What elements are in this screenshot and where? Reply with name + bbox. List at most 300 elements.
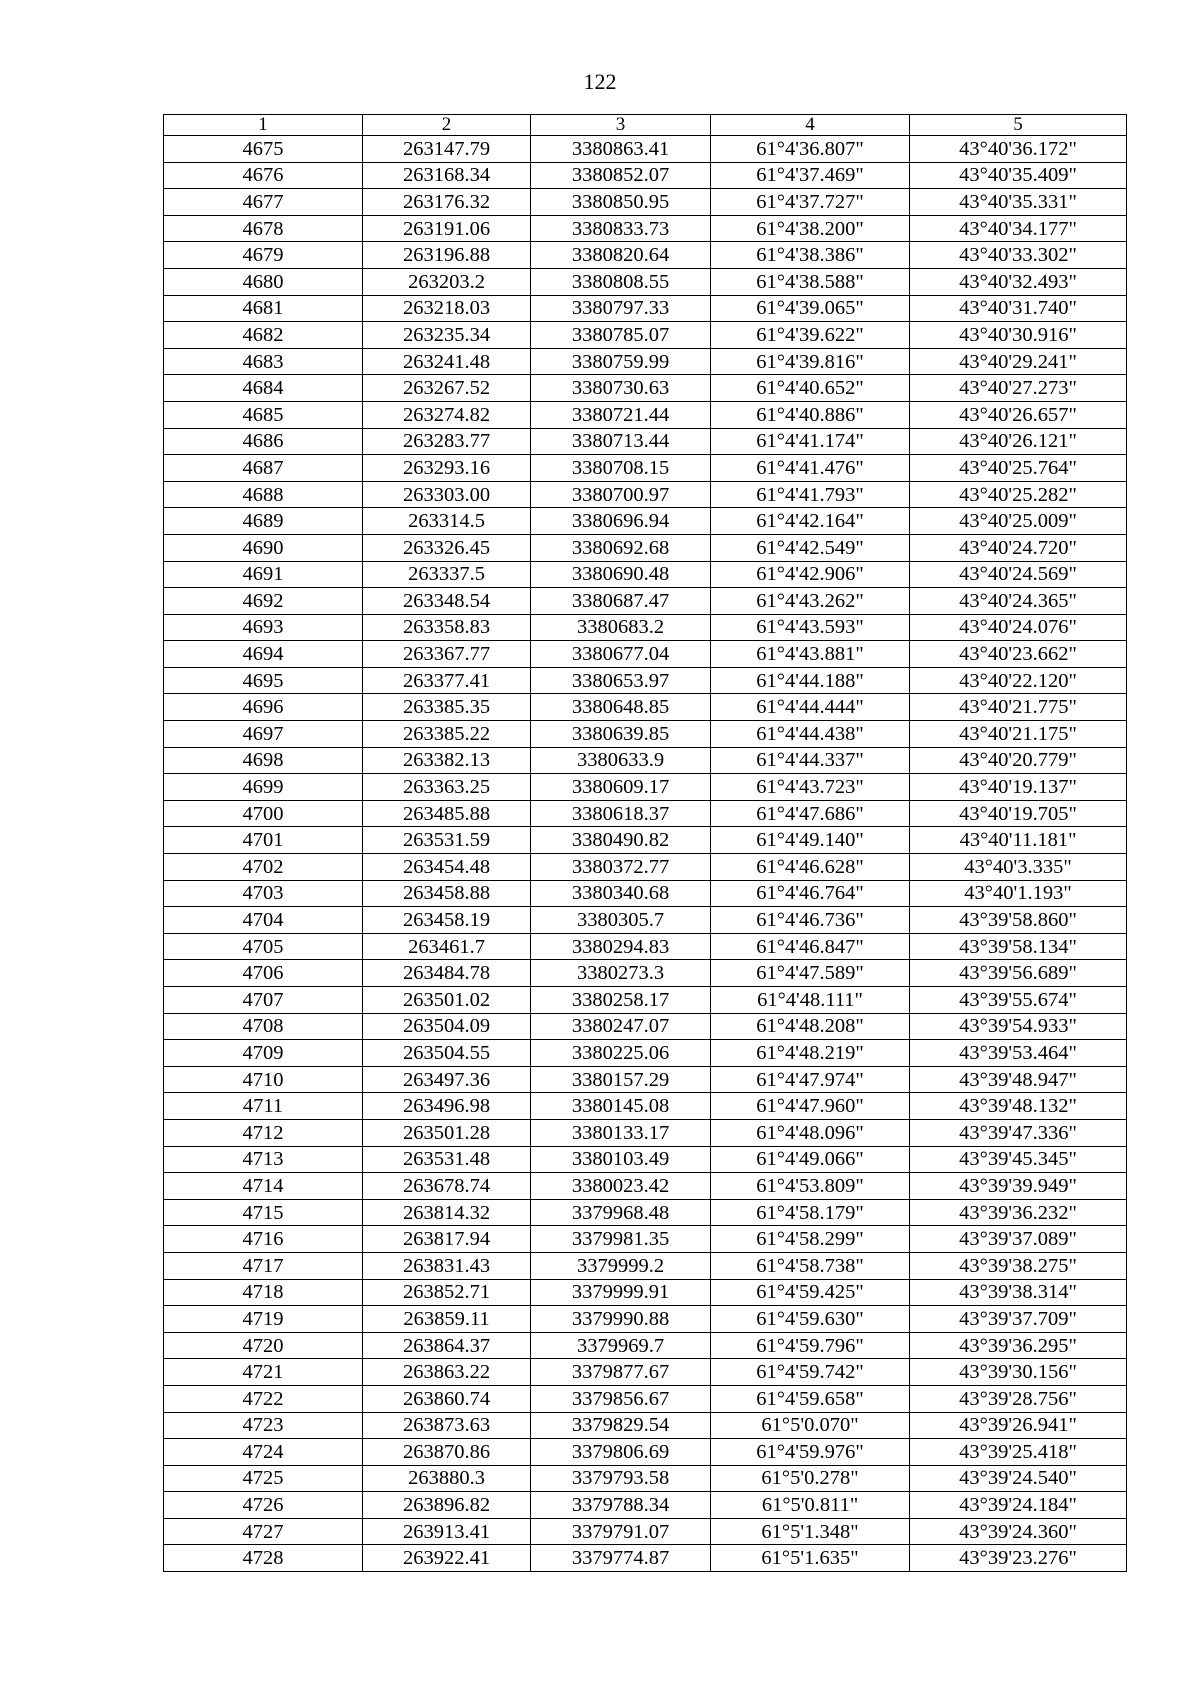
table-row [164, 268, 1127, 295]
table-row [164, 1066, 1127, 1093]
column-header-4: 4 [711, 115, 910, 136]
y-coordinate-cell: 3379806.69 [531, 1439, 711, 1466]
table-row [164, 1492, 1127, 1519]
latitude-cell: 43°39'37.709" [910, 1306, 1127, 1333]
y-coordinate-cell: 3380648.85 [531, 694, 711, 721]
table-row [164, 747, 1127, 774]
longitude-cell: 61°4'38.386" [711, 242, 910, 269]
latitude-cell: 43°39'58.860" [910, 907, 1127, 934]
x-coordinate-cell: 263501.02 [363, 987, 531, 1014]
point-number-cell: 4709 [164, 1040, 363, 1067]
x-coordinate-cell: 263814.32 [363, 1199, 531, 1226]
x-coordinate-cell: 263678.74 [363, 1173, 531, 1200]
table-row [164, 508, 1127, 535]
y-coordinate-cell: 3380677.04 [531, 641, 711, 668]
x-coordinate-cell: 263293.16 [363, 455, 531, 482]
x-coordinate-cell: 263860.74 [363, 1385, 531, 1412]
y-coordinate-cell: 3379999.2 [531, 1252, 711, 1279]
x-coordinate-cell: 263203.2 [363, 268, 531, 295]
x-coordinate-cell: 263458.19 [363, 907, 531, 934]
latitude-cell: 43°39'26.941" [910, 1412, 1127, 1439]
latitude-cell: 43°40'24.569" [910, 561, 1127, 588]
latitude-cell: 43°40'30.916" [910, 322, 1127, 349]
latitude-cell: 43°39'39.949" [910, 1173, 1127, 1200]
table-row [164, 1306, 1127, 1333]
point-number-cell: 4716 [164, 1226, 363, 1253]
y-coordinate-cell: 3380700.97 [531, 481, 711, 508]
x-coordinate-cell: 263274.82 [363, 401, 531, 428]
y-coordinate-cell: 3380023.42 [531, 1173, 711, 1200]
longitude-cell: 61°4'39.065" [711, 295, 910, 322]
y-coordinate-cell: 3380145.08 [531, 1093, 711, 1120]
table-row [164, 455, 1127, 482]
longitude-cell: 61°4'48.111" [711, 987, 910, 1014]
point-number-cell: 4691 [164, 561, 363, 588]
table-row [164, 960, 1127, 987]
longitude-cell: 61°4'47.974" [711, 1066, 910, 1093]
x-coordinate-cell: 263485.88 [363, 800, 531, 827]
point-number-cell: 4675 [164, 136, 363, 163]
longitude-cell: 61°4'48.219" [711, 1040, 910, 1067]
table-row [164, 1385, 1127, 1412]
point-number-cell: 4690 [164, 534, 363, 561]
longitude-cell: 61°4'36.807" [711, 136, 910, 163]
y-coordinate-cell: 3380692.68 [531, 534, 711, 561]
point-number-cell: 4689 [164, 508, 363, 535]
longitude-cell: 61°4'46.736" [711, 907, 910, 934]
y-coordinate-cell: 3380833.73 [531, 215, 711, 242]
point-number-cell: 4697 [164, 721, 363, 748]
longitude-cell: 61°4'44.438" [711, 721, 910, 748]
x-coordinate-cell: 263191.06 [363, 215, 531, 242]
x-coordinate-cell: 263326.45 [363, 534, 531, 561]
point-number-cell: 4710 [164, 1066, 363, 1093]
longitude-cell: 61°5'0.070" [711, 1412, 910, 1439]
x-coordinate-cell: 263458.88 [363, 880, 531, 907]
x-coordinate-cell: 263367.77 [363, 641, 531, 668]
y-coordinate-cell: 3380797.33 [531, 295, 711, 322]
point-number-cell: 4705 [164, 933, 363, 960]
table-row [164, 348, 1127, 375]
x-coordinate-cell: 263504.09 [363, 1013, 531, 1040]
table-row [164, 561, 1127, 588]
point-number-cell: 4695 [164, 667, 363, 694]
longitude-cell: 61°4'44.444" [711, 694, 910, 721]
x-coordinate-cell: 263870.86 [363, 1439, 531, 1466]
longitude-cell: 61°4'41.174" [711, 428, 910, 455]
x-coordinate-cell: 263382.13 [363, 747, 531, 774]
x-coordinate-cell: 263896.82 [363, 1492, 531, 1519]
table-row [164, 827, 1127, 854]
y-coordinate-cell: 3379793.58 [531, 1465, 711, 1492]
y-coordinate-cell: 3380490.82 [531, 827, 711, 854]
x-coordinate-cell: 263358.83 [363, 614, 531, 641]
y-coordinate-cell: 3380713.44 [531, 428, 711, 455]
longitude-cell: 61°4'58.299" [711, 1226, 910, 1253]
x-coordinate-cell: 263501.28 [363, 1119, 531, 1146]
longitude-cell: 61°4'42.164" [711, 508, 910, 535]
point-number-cell: 4680 [164, 268, 363, 295]
y-coordinate-cell: 3380721.44 [531, 401, 711, 428]
longitude-cell: 61°5'0.278" [711, 1465, 910, 1492]
x-coordinate-cell: 263863.22 [363, 1359, 531, 1386]
longitude-cell: 61°4'43.593" [711, 614, 910, 641]
table-row [164, 322, 1127, 349]
table-row [164, 428, 1127, 455]
table-row [164, 1518, 1127, 1545]
x-coordinate-cell: 263913.41 [363, 1518, 531, 1545]
y-coordinate-cell: 3380785.07 [531, 322, 711, 349]
latitude-cell: 43°39'36.295" [910, 1332, 1127, 1359]
point-number-cell: 4682 [164, 322, 363, 349]
table-row [164, 774, 1127, 801]
x-coordinate-cell: 263168.34 [363, 162, 531, 189]
point-number-cell: 4722 [164, 1385, 363, 1412]
latitude-cell: 43°40'23.662" [910, 641, 1127, 668]
y-coordinate-cell: 3380273.3 [531, 960, 711, 987]
y-coordinate-cell: 3380609.17 [531, 774, 711, 801]
longitude-cell: 61°4'47.589" [711, 960, 910, 987]
point-number-cell: 4712 [164, 1119, 363, 1146]
latitude-cell: 43°40'25.009" [910, 508, 1127, 535]
x-coordinate-cell: 263922.41 [363, 1545, 531, 1572]
y-coordinate-cell: 3380730.63 [531, 375, 711, 402]
x-coordinate-cell: 263176.32 [363, 189, 531, 216]
x-coordinate-cell: 263864.37 [363, 1332, 531, 1359]
y-coordinate-cell: 3380225.06 [531, 1040, 711, 1067]
y-coordinate-cell: 3379968.48 [531, 1199, 711, 1226]
point-number-cell: 4685 [164, 401, 363, 428]
longitude-cell: 61°4'37.727" [711, 189, 910, 216]
latitude-cell: 43°39'54.933" [910, 1013, 1127, 1040]
longitude-cell: 61°4'43.881" [711, 641, 910, 668]
y-coordinate-cell: 3379877.67 [531, 1359, 711, 1386]
point-number-cell: 4707 [164, 987, 363, 1014]
longitude-cell: 61°4'41.793" [711, 481, 910, 508]
longitude-cell: 61°4'43.262" [711, 588, 910, 615]
longitude-cell: 61°4'59.630" [711, 1306, 910, 1333]
latitude-cell: 43°39'37.089" [910, 1226, 1127, 1253]
point-number-cell: 4717 [164, 1252, 363, 1279]
latitude-cell: 43°40'24.720" [910, 534, 1127, 561]
latitude-cell: 43°39'25.418" [910, 1439, 1127, 1466]
x-coordinate-cell: 263218.03 [363, 295, 531, 322]
point-number-cell: 4724 [164, 1439, 363, 1466]
longitude-cell: 61°4'46.764" [711, 880, 910, 907]
y-coordinate-cell: 3379856.67 [531, 1385, 711, 1412]
table-row [164, 854, 1127, 881]
x-coordinate-cell: 263267.52 [363, 375, 531, 402]
y-coordinate-cell: 3380305.7 [531, 907, 711, 934]
y-coordinate-cell: 3380633.9 [531, 747, 711, 774]
column-header-5: 5 [910, 115, 1127, 136]
point-number-cell: 4692 [164, 588, 363, 615]
point-number-cell: 4719 [164, 1306, 363, 1333]
x-coordinate-cell: 263377.41 [363, 667, 531, 694]
table-row [164, 375, 1127, 402]
table-row [164, 1332, 1127, 1359]
point-number-cell: 4679 [164, 242, 363, 269]
latitude-cell: 43°39'30.156" [910, 1359, 1127, 1386]
point-number-cell: 4711 [164, 1093, 363, 1120]
table-row [164, 242, 1127, 269]
column-header-1: 1 [164, 115, 363, 136]
y-coordinate-cell: 3379791.07 [531, 1518, 711, 1545]
latitude-cell: 43°39'24.540" [910, 1465, 1127, 1492]
latitude-cell: 43°40'25.282" [910, 481, 1127, 508]
y-coordinate-cell: 3380340.68 [531, 880, 711, 907]
point-number-cell: 4681 [164, 295, 363, 322]
longitude-cell: 61°4'38.200" [711, 215, 910, 242]
y-coordinate-cell: 3380103.49 [531, 1146, 711, 1173]
point-number-cell: 4701 [164, 827, 363, 854]
latitude-cell: 43°40'11.181" [910, 827, 1127, 854]
x-coordinate-cell: 263817.94 [363, 1226, 531, 1253]
table-row [164, 1439, 1127, 1466]
y-coordinate-cell: 3379774.87 [531, 1545, 711, 1572]
x-coordinate-cell: 263859.11 [363, 1306, 531, 1333]
latitude-cell: 43°39'53.464" [910, 1040, 1127, 1067]
table-row [164, 614, 1127, 641]
x-coordinate-cell: 263147.79 [363, 136, 531, 163]
table-row [164, 1093, 1127, 1120]
table-row [164, 401, 1127, 428]
latitude-cell: 43°40'29.241" [910, 348, 1127, 375]
x-coordinate-cell: 263303.00 [363, 481, 531, 508]
y-coordinate-cell: 3379788.34 [531, 1492, 711, 1519]
table-row [164, 295, 1127, 322]
table-row [164, 1465, 1127, 1492]
table-row [164, 1173, 1127, 1200]
point-number-cell: 4676 [164, 162, 363, 189]
latitude-cell: 43°40'1.193" [910, 880, 1127, 907]
longitude-cell: 61°4'53.809" [711, 1173, 910, 1200]
latitude-cell: 43°39'24.360" [910, 1518, 1127, 1545]
latitude-cell: 43°40'31.740" [910, 295, 1127, 322]
longitude-cell: 61°4'58.738" [711, 1252, 910, 1279]
y-coordinate-cell: 3380808.55 [531, 268, 711, 295]
y-coordinate-cell: 3379981.35 [531, 1226, 711, 1253]
y-coordinate-cell: 3380618.37 [531, 800, 711, 827]
latitude-cell: 43°40'36.172" [910, 136, 1127, 163]
table-row [164, 880, 1127, 907]
x-coordinate-cell: 263348.54 [363, 588, 531, 615]
longitude-cell: 61°4'48.096" [711, 1119, 910, 1146]
table-row [164, 215, 1127, 242]
longitude-cell: 61°4'37.469" [711, 162, 910, 189]
longitude-cell: 61°4'42.906" [711, 561, 910, 588]
column-header-2: 2 [363, 115, 531, 136]
x-coordinate-cell: 263314.5 [363, 508, 531, 535]
longitude-cell: 61°4'59.742" [711, 1359, 910, 1386]
longitude-cell: 61°4'59.976" [711, 1439, 910, 1466]
latitude-cell: 43°39'56.689" [910, 960, 1127, 987]
latitude-cell: 43°39'47.336" [910, 1119, 1127, 1146]
longitude-cell: 61°5'1.635" [711, 1545, 910, 1572]
latitude-cell: 43°40'21.175" [910, 721, 1127, 748]
longitude-cell: 61°4'38.588" [711, 268, 910, 295]
table-row [164, 667, 1127, 694]
table-row [164, 1199, 1127, 1226]
point-number-cell: 4686 [164, 428, 363, 455]
table-row [164, 641, 1127, 668]
x-coordinate-cell: 263484.78 [363, 960, 531, 987]
table-body [164, 136, 1127, 1572]
longitude-cell: 61°4'48.208" [711, 1013, 910, 1040]
point-number-cell: 4678 [164, 215, 363, 242]
longitude-cell: 61°5'1.348" [711, 1518, 910, 1545]
latitude-cell: 43°40'20.779" [910, 747, 1127, 774]
point-number-cell: 4693 [164, 614, 363, 641]
latitude-cell: 43°40'22.120" [910, 667, 1127, 694]
point-number-cell: 4726 [164, 1492, 363, 1519]
x-coordinate-cell: 263235.34 [363, 322, 531, 349]
x-coordinate-cell: 263385.22 [363, 721, 531, 748]
latitude-cell: 43°40'35.409" [910, 162, 1127, 189]
latitude-cell: 43°40'27.273" [910, 375, 1127, 402]
y-coordinate-cell: 3380639.85 [531, 721, 711, 748]
longitude-cell: 61°4'39.622" [711, 322, 910, 349]
longitude-cell: 61°4'46.847" [711, 933, 910, 960]
table-row [164, 1146, 1127, 1173]
table-row [164, 481, 1127, 508]
x-coordinate-cell: 263283.77 [363, 428, 531, 455]
point-number-cell: 4699 [164, 774, 363, 801]
latitude-cell: 43°40'3.335" [910, 854, 1127, 881]
y-coordinate-cell: 3380258.17 [531, 987, 711, 1014]
point-number-cell: 4721 [164, 1359, 363, 1386]
x-coordinate-cell: 263241.48 [363, 348, 531, 375]
table-header-row [164, 115, 1127, 136]
point-number-cell: 4677 [164, 189, 363, 216]
point-number-cell: 4704 [164, 907, 363, 934]
table-row [164, 1226, 1127, 1253]
latitude-cell: 43°39'38.314" [910, 1279, 1127, 1306]
x-coordinate-cell: 263831.43 [363, 1252, 531, 1279]
table-row [164, 189, 1127, 216]
latitude-cell: 43°40'33.302" [910, 242, 1127, 269]
x-coordinate-cell: 263385.35 [363, 694, 531, 721]
longitude-cell: 61°4'59.796" [711, 1332, 910, 1359]
latitude-cell: 43°40'26.657" [910, 401, 1127, 428]
longitude-cell: 61°4'49.066" [711, 1146, 910, 1173]
table-row [164, 1252, 1127, 1279]
table-row [164, 721, 1127, 748]
y-coordinate-cell: 3380759.99 [531, 348, 711, 375]
longitude-cell: 61°4'49.140" [711, 827, 910, 854]
table-row [164, 1545, 1127, 1572]
point-number-cell: 4700 [164, 800, 363, 827]
longitude-cell: 61°4'59.658" [711, 1385, 910, 1412]
x-coordinate-cell: 263531.48 [363, 1146, 531, 1173]
x-coordinate-cell: 263852.71 [363, 1279, 531, 1306]
page-number: 122 [583, 69, 617, 94]
y-coordinate-cell: 3380653.97 [531, 667, 711, 694]
latitude-cell: 43°40'34.177" [910, 215, 1127, 242]
longitude-cell: 61°4'59.425" [711, 1279, 910, 1306]
y-coordinate-cell: 3380133.17 [531, 1119, 711, 1146]
latitude-cell: 43°40'19.137" [910, 774, 1127, 801]
latitude-cell: 43°40'26.121" [910, 428, 1127, 455]
table-row [164, 907, 1127, 934]
point-number-cell: 4725 [164, 1465, 363, 1492]
y-coordinate-cell: 3380820.64 [531, 242, 711, 269]
table-row [164, 987, 1127, 1014]
y-coordinate-cell: 3380247.07 [531, 1013, 711, 1040]
latitude-cell: 43°39'28.756" [910, 1385, 1127, 1412]
point-number-cell: 4703 [164, 880, 363, 907]
longitude-cell: 61°4'43.723" [711, 774, 910, 801]
point-number-cell: 4720 [164, 1332, 363, 1359]
table-row [164, 1279, 1127, 1306]
point-number-cell: 4715 [164, 1199, 363, 1226]
latitude-cell: 43°39'38.275" [910, 1252, 1127, 1279]
y-coordinate-cell: 3379990.88 [531, 1306, 711, 1333]
point-number-cell: 4718 [164, 1279, 363, 1306]
table-row [164, 136, 1127, 163]
point-number-cell: 4698 [164, 747, 363, 774]
y-coordinate-cell: 3380708.15 [531, 455, 711, 482]
table-row [164, 694, 1127, 721]
longitude-cell: 61°4'58.179" [711, 1199, 910, 1226]
point-number-cell: 4706 [164, 960, 363, 987]
longitude-cell: 61°4'44.337" [711, 747, 910, 774]
x-coordinate-cell: 263461.7 [363, 933, 531, 960]
table-row [164, 1119, 1127, 1146]
point-number-cell: 4702 [164, 854, 363, 881]
point-number-cell: 4696 [164, 694, 363, 721]
latitude-cell: 43°40'21.775" [910, 694, 1127, 721]
y-coordinate-cell: 3380683.2 [531, 614, 711, 641]
longitude-cell: 61°4'40.652" [711, 375, 910, 402]
latitude-cell: 43°39'48.132" [910, 1093, 1127, 1120]
latitude-cell: 43°40'19.705" [910, 800, 1127, 827]
longitude-cell: 61°4'42.549" [711, 534, 910, 561]
latitude-cell: 43°39'36.232" [910, 1199, 1127, 1226]
latitude-cell: 43°39'45.345" [910, 1146, 1127, 1173]
point-number-cell: 4684 [164, 375, 363, 402]
longitude-cell: 61°4'41.476" [711, 455, 910, 482]
latitude-cell: 43°40'35.331" [910, 189, 1127, 216]
latitude-cell: 43°40'24.076" [910, 614, 1127, 641]
point-number-cell: 4683 [164, 348, 363, 375]
point-number-cell: 4727 [164, 1518, 363, 1545]
latitude-cell: 43°39'24.184" [910, 1492, 1127, 1519]
latitude-cell: 43°40'32.493" [910, 268, 1127, 295]
point-number-cell: 4694 [164, 641, 363, 668]
y-coordinate-cell: 3379969.7 [531, 1332, 711, 1359]
table-row [164, 933, 1127, 960]
point-number-cell: 4714 [164, 1173, 363, 1200]
y-coordinate-cell: 3379999.91 [531, 1279, 711, 1306]
x-coordinate-cell: 263504.55 [363, 1040, 531, 1067]
latitude-cell: 43°40'25.764" [910, 455, 1127, 482]
point-number-cell: 4713 [164, 1146, 363, 1173]
latitude-cell: 43°39'58.134" [910, 933, 1127, 960]
point-number-cell: 4723 [164, 1412, 363, 1439]
longitude-cell: 61°4'47.686" [711, 800, 910, 827]
latitude-cell: 43°39'23.276" [910, 1545, 1127, 1572]
coordinates-table [163, 114, 1127, 1572]
x-coordinate-cell: 263496.98 [363, 1093, 531, 1120]
point-number-cell: 4728 [164, 1545, 363, 1572]
table-row [164, 162, 1127, 189]
table-row [164, 800, 1127, 827]
longitude-cell: 61°4'44.188" [711, 667, 910, 694]
x-coordinate-cell: 263531.59 [363, 827, 531, 854]
column-header-3: 3 [531, 115, 711, 136]
y-coordinate-cell: 3379829.54 [531, 1412, 711, 1439]
